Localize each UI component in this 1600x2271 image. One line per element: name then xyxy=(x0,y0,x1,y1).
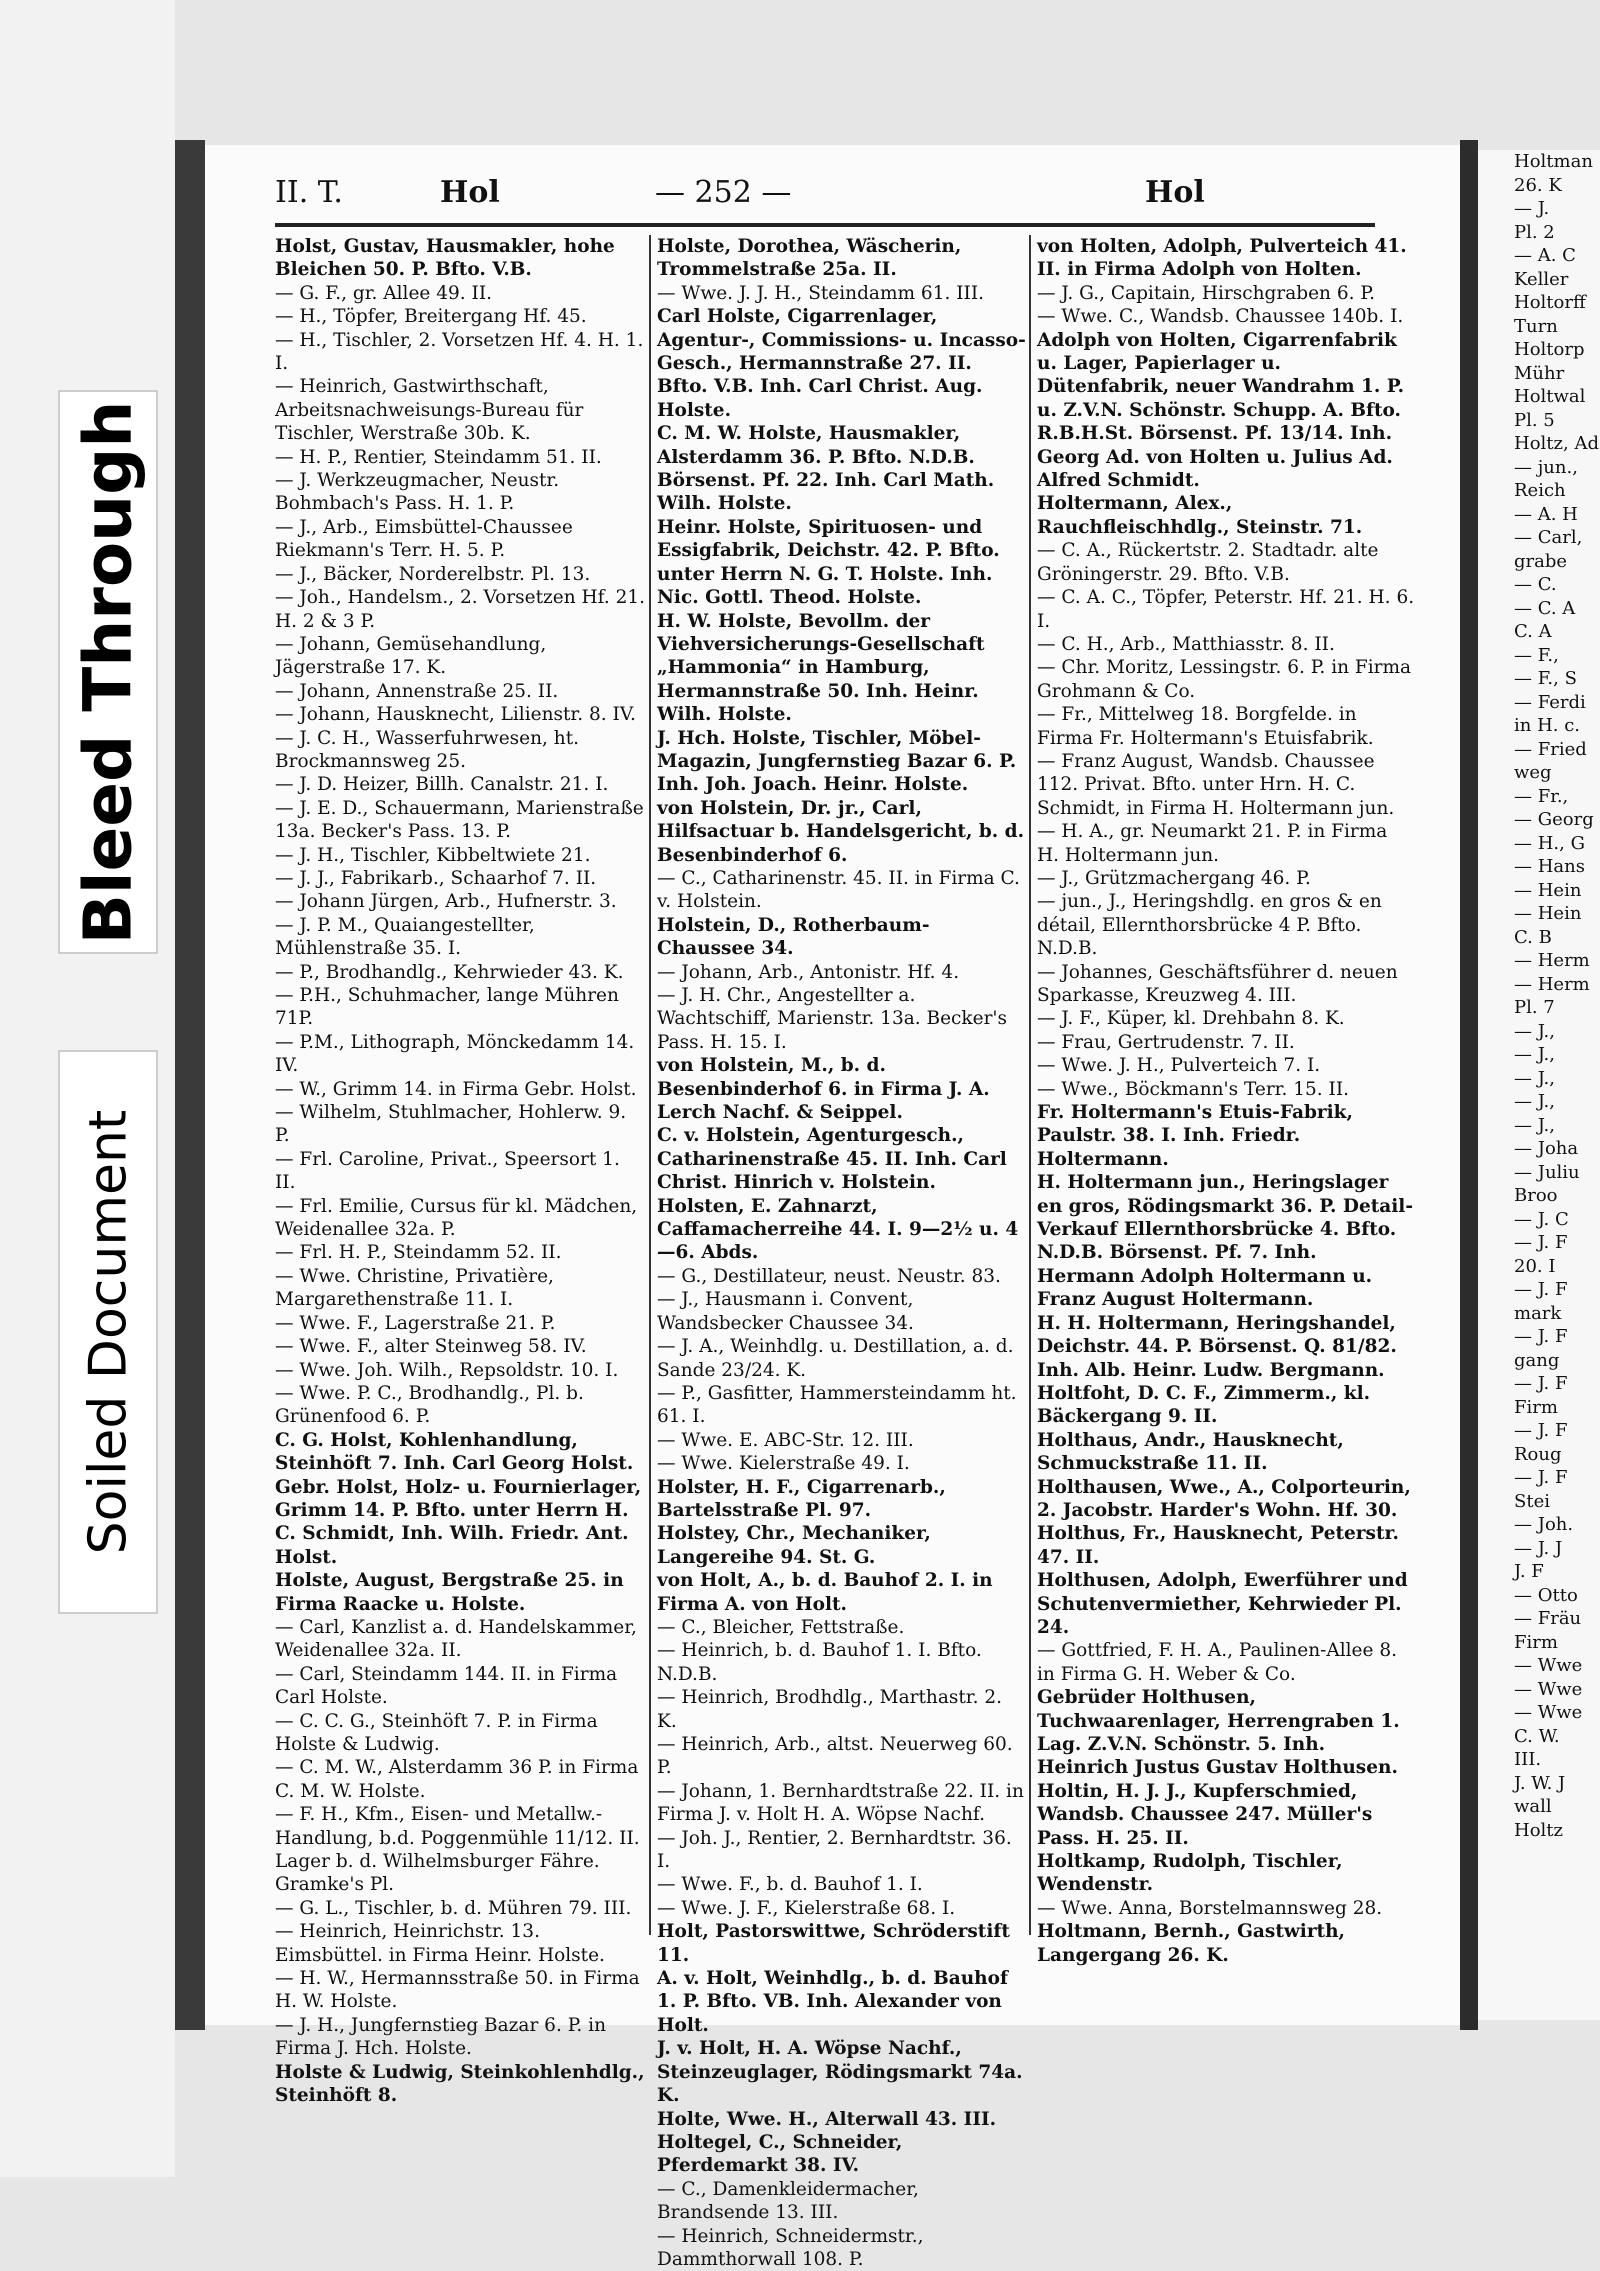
directory-entry: — J. C. H., Wasserfuhrwesen, ht. Brockmannsweg 25. xyxy=(275,727,580,772)
fragment-line: — J. F xyxy=(1514,1326,1568,1347)
fragment-line: — J., xyxy=(1514,1044,1555,1065)
page-number: — 252 — xyxy=(655,175,792,210)
bleed-through-stamp xyxy=(58,390,158,954)
fragment-line: — Hein xyxy=(1514,903,1582,924)
fragment-line: — A. H xyxy=(1514,503,1578,525)
directory-entry: — Wwe. Kielerstraße 49. I. xyxy=(657,1453,910,1475)
directory-entry: — Heinrich, b. d. Bauhof 1. I. Bfto. N.D.B. xyxy=(657,1640,982,1685)
directory-entry: — H., Tischler, 2. Vorsetzen Hf. 4. H. 1. I. xyxy=(275,329,644,375)
fragment-line: J. W. J xyxy=(1514,1772,1566,1794)
fragment-line: Broo xyxy=(1514,1185,1558,1206)
directory-entry: J. v. Holt, H. A. Wöpse Nachf., Steinzeuglager, Rödingsmarkt 74a. K. xyxy=(657,2038,1023,2107)
header-rule xyxy=(275,223,1375,227)
directory-entry: Holste & Ludwig, Steinkohlenhdlg., Steinhöft 8. xyxy=(275,2061,645,2107)
directory-entry: — jun., J., Heringshdlg. en gros & en détail, Ellernthorsbrücke 4 P. Bfto. N.D.B. xyxy=(1037,891,1382,960)
fragment-line: — Joha xyxy=(1514,1138,1579,1159)
directory-entry: — H. W., Hermannsstraße 50. in Firma H. W. Holste. xyxy=(275,1968,640,2013)
fragment-line: — J., xyxy=(1514,1114,1555,1136)
directory-column-1 xyxy=(275,235,645,2108)
directory-column-2 xyxy=(657,235,1027,2271)
directory-entry: Holthusen, Adolph, Ewerführer und Schutenvermiether, Kehrwieder Pl. 24. xyxy=(1037,1570,1408,1638)
directory-entry: — C. H., Arb., Matthiasstr. 8. II. xyxy=(1037,633,1335,655)
fragment-line: — F., xyxy=(1514,644,1559,666)
fragment-line: — C. xyxy=(1514,574,1557,595)
fragment-line: — J., xyxy=(1514,1020,1555,1042)
directory-entry: — C. A., Rückertstr. 2. Stadtadr. alte Gröningerstr. 29. Bfto. V.B. xyxy=(1037,540,1379,585)
directory-entry: — Heinrich, Arb., altst. Neuerweg 60. P. xyxy=(657,1734,1013,1779)
directory-entry: von Holstein, Dr. jr., Carl, Hilfsactuar b. Handelsgericht, b. d. Besenbinderhof 6. xyxy=(657,797,1025,866)
fragment-line: C. A xyxy=(1514,621,1552,642)
fragment-line: mark xyxy=(1514,1302,1562,1324)
directory-entry: — P., Brodhandlg., Kehrwieder 43. K. xyxy=(275,961,624,983)
fragment-line: — Juliu xyxy=(1514,1161,1580,1183)
fragment-line: 26. K xyxy=(1514,174,1562,196)
directory-entry: — J. H., Tischler, Kibbeltwiete 21. xyxy=(275,844,591,866)
directory-entry: H. Holtermann jun., Heringslager en gros, Rödingsmarkt 36. P. Detail-Verkauf Ellernthorsbrücke 4. Bfto. N.D.B. Börsenst. Pf. 7. Inh. Hermann Adolph Holtermann u. Franz August Holtermann. xyxy=(1037,1172,1414,1311)
directory-entry: — P.M., Lithograph, Mönckedamm 14. IV. xyxy=(275,1031,635,1077)
directory-entry: — C. M. W., Alsterdamm 36 P. in Firma C. M. W. Holste. xyxy=(275,1757,639,1802)
fragment-line: Holtz xyxy=(1514,1819,1564,1841)
directory-entry: Holsten, E. Zahnarzt, Caffamacherreihe 44. I. 9—2½ u. 4—6. Abds. xyxy=(657,1195,1019,1264)
directory-entry: — Wwe. F., b. d. Bauhof 1. I. xyxy=(657,1874,923,1896)
fragment-line: — Carl, xyxy=(1514,527,1583,548)
fragment-line: weg xyxy=(1514,762,1552,783)
fragment-line: III. xyxy=(1514,1749,1542,1770)
directory-entry: — Johann, Gemüsehandlung, Jägerstraße 17. K. xyxy=(275,633,547,679)
directory-entry: — C., Catharinenstr. 45. II. in Firma C. v. Holstein. xyxy=(657,867,1020,913)
fragment-line: — Fried xyxy=(1514,738,1587,760)
directory-entry: — J. H., Jungfernstieg Bazar 6. P. in Firma J. Hch. Holste. xyxy=(275,2014,607,2060)
directory-entry: — J. E. D., Schauermann, Marienstraße 13a. Becker's Pass. 13. P. xyxy=(275,797,644,843)
directory-entry: H. W. Holste, Bevollm. der Viehversicherungs-Gesellschaft „Hammonia“ in Hamburg, Hermannstraße 50. Inh. Heinr. Wilh. Holste. xyxy=(657,610,985,726)
directory-entry: Carl Holste, Cigarrenlager, Agentur-, Commissions- u. Incasso-Gesch., Hermannstraße 27. II. Bfto. V.B. Inh. Carl Christ. Aug. Holste. xyxy=(657,306,1026,421)
fragment-line: — H., G xyxy=(1514,832,1585,854)
fragment-line: Mühr xyxy=(1514,362,1565,384)
soiled-document-label: Soiled Document xyxy=(78,1109,139,1555)
directory-entry: — Frl. Emilie, Cursus für kl. Mädchen, Weidenallee 32a. P. xyxy=(275,1195,638,1241)
directory-page xyxy=(205,145,1460,2270)
directory-entry: — J. G., Capitain, Hirschgraben 6. P. xyxy=(1037,282,1375,304)
directory-entry: — G. L., Tischler, b. d. Mühren 79. III. xyxy=(275,1897,632,1919)
page-gutter xyxy=(1460,140,1478,2030)
directory-entry: A. v. Holt, Weinhdlg., b. d. Bauhof 1. P. Bfto. VB. Inh. Alexander von Holt. xyxy=(657,1968,1008,2036)
directory-entry: — Wwe. E. ABC-Str. 12. III. xyxy=(657,1429,914,1451)
fragment-line: — J. F xyxy=(1514,1279,1568,1300)
fragment-line: Reich xyxy=(1514,480,1566,501)
fragment-line: Holtorp xyxy=(1514,339,1585,360)
directory-entry: Holtmann, Bernh., Gastwirth, Langergang 26. K. xyxy=(1037,1921,1345,1966)
directory-entry: — Franz August, Wandsb. Chaussee 112. Privat. Bfto. unter Hrn. H. C. Schmidt, in Firma H. Holtermann jun. xyxy=(1037,750,1395,819)
fragment-line: — Wwe xyxy=(1514,1702,1583,1723)
directory-entry: — C., Bleicher, Fettstraße. xyxy=(657,1616,905,1638)
directory-entry: Gebrüder Holthusen, Tuchwaarenlager, Herrengraben 1. Lag. Z.V.N. Schönstr. 5. Inh. Heinrich Justus Gustav Holthusen. xyxy=(1037,1687,1400,1779)
fragment-line: — Joh. xyxy=(1514,1514,1574,1535)
fragment-line: — J., xyxy=(1514,1091,1555,1112)
directory-entry: — G., Destillateur, neust. Neustr. 83. xyxy=(657,1265,1001,1287)
directory-entry: Gebr. Holst, Holz- u. Fournierlager, Grimm 14. P. Bfto. unter Herrn H. C. Schmidt, Inh. Wilh. Friedr. Ant. Holst. xyxy=(275,1476,642,1568)
fragment-line: Holtorff xyxy=(1514,292,1586,313)
directory-entry: C. v. Holstein, Agenturgesch., Catharinenstraße 45. II. Inh. Carl Christ. Hinrich v. Holstein. xyxy=(657,1125,1007,1194)
directory-entry: Holste, August, Bergstraße 25. in Firma Raacke u. Holste. xyxy=(275,1570,624,1615)
directory-entry: — C. A. C., Töpfer, Peterstr. Hf. 21. H. 6. I. xyxy=(1037,587,1415,632)
directory-entry: — J. P. M., Quaiangestellter, Mühlenstraße 35. I. xyxy=(275,914,535,960)
directory-entry: — Heinrich, Gastwirthschaft, Arbeitsnachweisungs-Bureau für Tischler, Werstraße 30b. K. xyxy=(275,376,584,445)
directory-entry: Holthus, Fr., Hausknecht, Peterstr. 47. II. xyxy=(1037,1523,1399,1568)
fragment-line: — Herm xyxy=(1514,973,1590,995)
directory-entry: Holtfoht, D. C. F., Zimmerm., kl. Bäckergang 9. II. xyxy=(1037,1382,1371,1428)
directory-entry: — Wilhelm, Stuhlmacher, Hohlerw. 9. P. xyxy=(275,1102,627,1147)
fragment-line: Holtman xyxy=(1514,151,1593,172)
fragment-line: — A. C xyxy=(1514,245,1576,266)
directory-entry: — J., Bäcker, Norderelbstr. Pl. 13. xyxy=(275,563,591,585)
fragment-line: Holtz, Ad xyxy=(1514,433,1599,454)
fragment-line: Holtwal xyxy=(1514,386,1586,407)
fragment-line: C. B xyxy=(1514,926,1552,948)
directory-entry: — Carl, Kanzlist a. d. Handelskammer, Weidenallee 32a. II. xyxy=(275,1616,637,1662)
fragment-line: — jun., xyxy=(1514,456,1578,478)
directory-entry: — C., Damenkleidermacher, Brandsende 13. III. xyxy=(657,2178,919,2224)
directory-entry: — J. Werkzeugmacher, Neustr. Bohmbach's Pass. H. 1. P. xyxy=(275,470,560,515)
directory-entry: — Frl. H. P., Steindamm 52. II. xyxy=(275,1242,562,1264)
directory-entry: — H. A., gr. Neumarkt 21. P. in Firma H. Holtermann jun. xyxy=(1037,821,1388,866)
directory-entry: — J. D. Heizer, Billh. Canalstr. 21. I. xyxy=(275,774,609,796)
directory-entry: — Wwe. C., Wandsb. Chaussee 140b. I. xyxy=(1037,306,1404,328)
fragment-line: Turn xyxy=(1514,315,1558,337)
fragment-line: — C. A xyxy=(1514,597,1576,619)
directory-entry: — J. A., Weinhdlg. u. Destillation, a. d. Sande 23/24. K. xyxy=(657,1336,1014,1381)
column-divider xyxy=(649,235,651,1935)
book-spine-shadow xyxy=(175,140,205,2030)
directory-entry: — H., Töpfer, Breitergang Hf. 45. xyxy=(275,306,587,328)
fragment-line: — Fräu xyxy=(1514,1608,1582,1629)
directory-entry: — P.H., Schuhmacher, lange Mühren 71P. xyxy=(275,985,619,1030)
directory-entry: von Holt, A., b. d. Bauhof 2. I. in Firma A. von Holt. xyxy=(657,1570,993,1615)
directory-entry: — H. P., Rentier, Steindamm 51. II. xyxy=(275,446,602,468)
directory-entry: — Wwe. F., alter Steinweg 58. IV. xyxy=(275,1336,587,1358)
fragment-line: — Georg xyxy=(1514,809,1594,830)
directory-entry: Holte, Wwe. H., Alterwall 43. III. xyxy=(657,2108,997,2130)
directory-entry: Holt, Pastorswittwe, Schröderstift 11. xyxy=(657,1921,1010,1966)
directory-entry: — F. H., Kfm., Eisen- und Metallw.-Handlung, b.d. Poggenmühle 11/12. II. Lager b. d. Wilhelmsburger Fähre. Gramke's Pl. xyxy=(275,1804,640,1896)
fragment-line: Pl. 5 xyxy=(1514,409,1555,431)
directory-entry: Holtegel, C., Schneider, Pferdemarkt 38. IV. xyxy=(657,2131,903,2177)
fragment-line: 20. I xyxy=(1514,1255,1556,1277)
header-catchword-right: Hol xyxy=(1145,175,1205,210)
directory-entry: C. G. Holst, Kohlenhandlung, Steinhöft 7. Inh. Carl Georg Holst. xyxy=(275,1429,634,1475)
directory-entry: — G. F., gr. Allee 49. II. xyxy=(275,282,493,304)
fragment-line: Firm xyxy=(1514,1631,1558,1653)
directory-entry: — Heinrich, Schneidermstr., Dammthorwall 108. P. xyxy=(657,2225,924,2270)
directory-entry: Holthausen, Wwe., A., Colporteurin, 2. Jacobstr. Harder's Wohn. Hf. 30. xyxy=(1037,1476,1411,1521)
adjacent-page-fragment xyxy=(1478,150,1600,2020)
directory-entry: — Joh. J., Rentier, 2. Bernhardtstr. 36. I. xyxy=(657,1827,1012,1873)
directory-entry: — C. C. G., Steinhöft 7. P. in Firma Holste & Ludwig. xyxy=(275,1710,598,1755)
directory-entry: J. Hch. Holste, Tischler, Möbel-Magazin, Jungfernstieg Bazar 6. P. Inh. Joh. Joach. Heinr. Holste. xyxy=(657,727,1017,796)
fragment-line: — Otto xyxy=(1514,1584,1578,1606)
fragment-line: Stei xyxy=(1514,1490,1550,1512)
fragment-line: — J. F xyxy=(1514,1373,1568,1394)
fragment-line: — Ferdi xyxy=(1514,691,1586,713)
directory-entry: — Frl. Caroline, Privat., Speersort 1. II. xyxy=(275,1148,620,1194)
bleed-through-label: Bleed Through xyxy=(69,400,147,944)
directory-entry: — Wwe., Böckmann's Terr. 15. II. xyxy=(1037,1078,1350,1100)
fragment-line: Pl. 7 xyxy=(1514,997,1555,1018)
fragment-line: — Wwe xyxy=(1514,1655,1583,1676)
directory-column-3 xyxy=(1037,235,1415,1967)
fragment-line: grabe xyxy=(1514,550,1568,572)
fragment-line: — J. F xyxy=(1514,1420,1568,1441)
directory-entry: von Holten, Adolph, Pulverteich 41. II. in Firma Adolph von Holten. xyxy=(1037,236,1407,281)
fragment-line: Firm xyxy=(1514,1396,1558,1418)
directory-entry: — Johann, Arb., Antonistr. Hf. 4. xyxy=(657,961,960,983)
directory-entry: Holthaus, Andr., Hausknecht, Schmuckstraße 11. II. xyxy=(1037,1429,1344,1475)
directory-entry: — J. F., Küper, kl. Drehbahn 8. K. xyxy=(1037,1008,1345,1030)
fragment-line: — Herm xyxy=(1514,950,1590,971)
directory-entry: — P., Gasfitter, Hammersteindamm ht. 61. I. xyxy=(657,1382,1017,1428)
directory-entry: — Joh., Handelsm., 2. Vorsetzen Hf. 21. H. 2 & 3 P. xyxy=(275,587,645,632)
directory-entry: — Wwe. Joh. Wilh., Repsoldstr. 10. I. xyxy=(275,1359,619,1381)
directory-entry: — W., Grimm 14. in Firma Gebr. Holst. xyxy=(275,1078,637,1100)
directory-entry: Holster, H. F., Cigarrenarb., Bartelsstraße Pl. 97. xyxy=(657,1476,946,1521)
fragment-line: — J. F xyxy=(1514,1467,1568,1488)
directory-entry: Holtkamp, Rudolph, Tischler, Wendenstr. xyxy=(1037,1851,1343,1896)
fragment-line: J. F xyxy=(1514,1561,1544,1582)
directory-entry: — J., Arb., Eimsbüttel-Chaussee Riekmann's Terr. H. 5. P. xyxy=(275,516,573,562)
directory-entry: — Wwe. Anna, Borstelmannsweg 28. xyxy=(1037,1897,1383,1919)
header-catchword-left: Hol xyxy=(440,175,500,210)
directory-entry: — Chr. Moritz, Lessingstr. 6. P. in Firma Grohmann & Co. xyxy=(1037,657,1412,702)
directory-entry: von Holstein, M., b. d. Besenbinderhof 6. in Firma J. A. Lerch Nachf. & Seippel. xyxy=(657,1055,990,1124)
directory-entry: — Johann Jürgen, Arb., Hufnerstr. 3. xyxy=(275,891,617,913)
directory-entry: Adolph von Holten, Cigarrenfabrik u. Lager, Papierlager u. Dütenfabrik, neuer Wandrahm 1. P. u. Z.V.N. Schönstr. Schupp. A. Bfto. R.B.H.St. Börsenst. Pf. 13/14. Inh. Georg Ad. von Holten u. Julius Ad. Alfred Schmidt. xyxy=(1037,329,1405,492)
directory-entry: — J. H. Chr., Angestellter a. Wachtschiff, Marienstr. 13a. Becker's Pass. H. 15. I. xyxy=(657,985,1007,1053)
directory-entry: — Gottfried, F. H. A., Paulinen-Allee 8. in Firma G. H. Weber & Co. xyxy=(1037,1640,1397,1685)
page-header xyxy=(275,175,1365,215)
fragment-line: — J. C xyxy=(1514,1208,1569,1230)
soiled-document-stamp xyxy=(58,1050,158,1614)
directory-entry: — Wwe. P. C., Brodhandlg., Pl. b. Grünenfood 6. P. xyxy=(275,1382,584,1428)
directory-entry: — Wwe. J. H., Pulverteich 7. I. xyxy=(1037,1055,1321,1077)
directory-entry: — J., Grützmachergang 46. P. xyxy=(1037,867,1311,889)
fragment-line: — Fr., xyxy=(1514,785,1569,807)
directory-entry: Heinr. Holste, Spirituosen- und Essigfabrik, Deichstr. 42. P. Bfto. unter Herrn N. G. T. Holste. Inh. Nic. Gottl. Theod. Holste. xyxy=(657,516,1000,609)
directory-entry: Holtin, H. J. J., Kupferschmied, Wandsb. Chaussee 247. Müller's Pass. H. 25. II. xyxy=(1037,1780,1373,1849)
directory-entry: — Frau, Gertrudenstr. 7. II. xyxy=(1037,1031,1295,1053)
directory-entry: — J., Hausmann i. Convent, Wandsbecker Chaussee 34. xyxy=(657,1289,914,1334)
directory-entry: — Heinrich, Heinrichstr. 13. Eimsbüttel. in Firma Heinr. Holste. xyxy=(275,1921,605,1966)
directory-entry: — Carl, Steindamm 144. II. in Firma Carl Holste. xyxy=(275,1663,618,1709)
directory-entry: Holtermann, Alex., Rauchfleischhdlg., Steinstr. 71. xyxy=(1037,493,1363,538)
fragment-line: — F., S xyxy=(1514,668,1577,689)
fragment-line: C. W. xyxy=(1514,1725,1560,1747)
column-divider xyxy=(1029,235,1031,1935)
directory-entry: Holste, Dorothea, Wäscherin, Trommelstraße 25a. II. xyxy=(657,236,962,281)
directory-entry: Fr. Holtermann's Etuis-Fabrik, Paulstr. 38. I. Inh. Friedr. Holtermann. xyxy=(1037,1102,1353,1170)
directory-entry: — Johann, Annenstraße 25. II. xyxy=(275,680,559,702)
directory-entry: — Johann, Hausknecht, Lilienstr. 8. IV. xyxy=(275,704,636,726)
fragment-line: wall xyxy=(1514,1796,1552,1817)
directory-entry: — Wwe. J. J. H., Steindamm 61. III. xyxy=(657,282,985,304)
directory-entry: — Fr., Mittelweg 18. Borgfelde. in Firma Fr. Holtermann's Etuisfabrik. xyxy=(1037,704,1374,749)
directory-entry: Holst, Gustav, Hausmakler, hohe Bleichen 50. P. Bfto. V.B. xyxy=(275,236,615,281)
fragment-line: — J. xyxy=(1514,198,1550,219)
directory-entry: — J. J., Fabrikarb., Schaarhof 7. II. xyxy=(275,867,597,889)
directory-entry: — Wwe. F., Lagerstraße 21. P. xyxy=(275,1312,556,1334)
directory-entry: — Johannes, Geschäftsführer d. neuen Sparkasse, Kreuzweg 4. III. xyxy=(1037,961,1398,1006)
fragment-line: gang xyxy=(1514,1349,1560,1371)
directory-entry: — Wwe. J. F., Kielerstraße 68. I. xyxy=(657,1897,956,1919)
directory-entry: Holstein, D., Rotherbaum-Chaussee 34. xyxy=(657,914,930,960)
fragment-line: — J., xyxy=(1514,1067,1555,1089)
fragment-line: in H. c. xyxy=(1514,715,1581,736)
directory-entry: — Johann, 1. Bernhardtstraße 22. II. in Firma J. v. Holt H. A. Wöpse Nachf. xyxy=(657,1780,1024,1826)
fragment-line: — J. J xyxy=(1514,1537,1563,1559)
directory-entry: Holstey, Chr., Mechaniker, Langereihe 94. St. G. xyxy=(657,1523,931,1568)
fragment-line: Keller xyxy=(1514,268,1569,290)
directory-entry: — Heinrich, Brodhdlg., Marthastr. 2. K. xyxy=(657,1687,1003,1732)
fragment-line: Roug xyxy=(1514,1443,1562,1465)
fragment-line: — Hans xyxy=(1514,856,1585,877)
section-marker: II. T. xyxy=(275,175,343,210)
fragment-line: — Wwe xyxy=(1514,1678,1583,1700)
fragment-line: — J. F xyxy=(1514,1232,1568,1253)
directory-entry: H. H. Holtermann, Heringshandel, Deichstr. 44. P. Börsenst. Q. 81/82. Inh. Alb. Heinr. Ludw. Bergmann. xyxy=(1037,1312,1397,1381)
fragment-line: Pl. 2 xyxy=(1514,221,1555,243)
directory-entry: C. M. W. Holste, Hausmakler, Alsterdamm 36. P. Bfto. N.D.B. Börsenst. Pf. 22. Inh. Carl Math. Wilh. Holste. xyxy=(657,423,995,515)
fragment-line: — Hein xyxy=(1514,879,1582,901)
directory-entry: — Wwe. Christine, Privatière, Margarethenstraße 11. I. xyxy=(275,1265,554,1311)
